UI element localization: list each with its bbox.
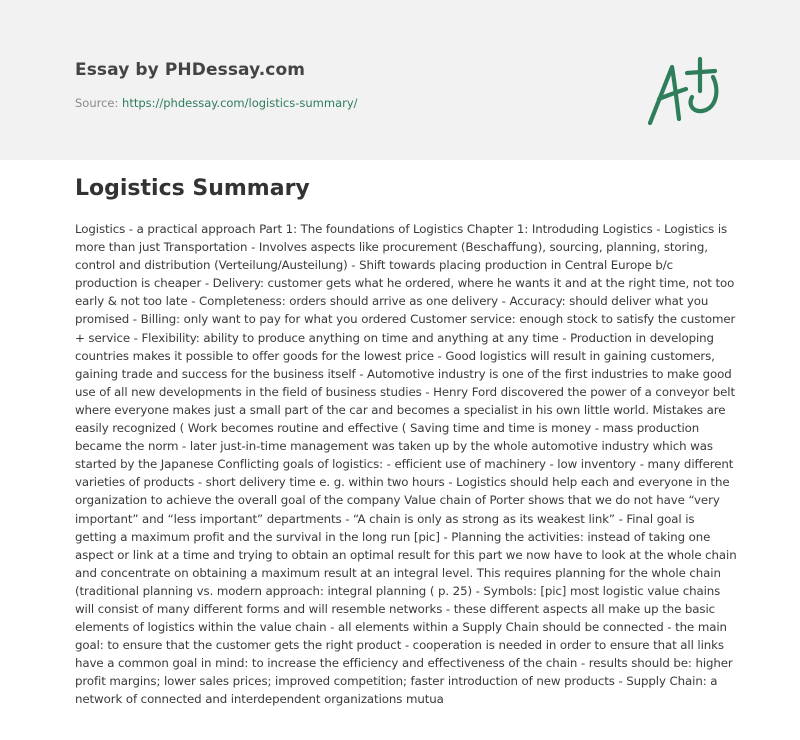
essay-line: have a common goal in mind: to increase the efficiency and effectiveness of the chain - results should be: higher xyxy=(75,656,733,671)
essay-body xyxy=(75,220,737,709)
a-plus-grade-icon xyxy=(630,45,730,135)
essay-line: promised - Billing: only want to pay for what you ordered Customer service: enough stock to satisfy the customer xyxy=(75,312,736,327)
document-title: Logistics Summary xyxy=(75,176,310,201)
essay-line: production is cheaper - Delivery: customer gets what he ordered, where he wants it and at the right time, not too xyxy=(75,276,735,291)
essay-line: control and distribution (Verteilung/Austeilung) - Shift towards placing production in Central Europe b/c xyxy=(75,258,673,273)
essay-line: aspect or link at a time and trying to obtain an optimal result for this part we now have to look at the whole chain xyxy=(75,547,737,562)
essay-line: (traditional planning vs. modern approach: integral planning ( p. 25) - Symbols: [pic] most logistic value chains xyxy=(75,583,721,598)
essay-line: countries makes it possible to offer goods for the lowest price - Good logistics will result in gaining customers, xyxy=(75,348,715,363)
source-line xyxy=(75,96,358,110)
essay-line: organization to achieve the overall goal of the company Value chain of Porter shows that we do not have “very xyxy=(75,493,720,508)
essay-line: gaining trade and success for the business itself - Automotive industry is one of the first industries to make good xyxy=(75,366,732,381)
essay-line: and concentrate on obtaining a maximum result at an integral level. This requires planning for the whole chain xyxy=(75,565,721,580)
essay-line: started by the Japanese Conflicting goals of logistics: - efficient use of machinery - low inventory - many different xyxy=(75,457,734,472)
essay-line: will consist of many different forms and will resemble networks - these different aspects all make up the basic xyxy=(75,601,716,616)
essay-line: profit margins; lower sales prices; improved competition; faster introduction of new products - Supply Chain: a xyxy=(75,674,718,689)
essay-line: + service - Flexibility: ability to produce anything on time and anything at any time - Production in developing xyxy=(75,330,714,345)
site-title: Essay by PHDessay.com xyxy=(75,60,306,80)
essay-line: where everyone makes just a small part of the car and becomes a specialist in his own little world. Mistakes are xyxy=(75,402,726,417)
essay-line: more than just Transportation - Involves aspects like procurement (Beschaffung), sourcing, planning, storing, xyxy=(75,240,708,255)
essay-line: important” and “less important” departments - “A chain is only as strong as its weakest link” - Final goal is xyxy=(75,511,695,526)
essay-line: easily recognized ( Work becomes routine and effective ( Saving time and time is money - mass production xyxy=(75,421,700,436)
source-link[interactable]: https://phdessay.com/logistics-summary/ xyxy=(122,96,358,110)
a-plus-logo-svg xyxy=(630,45,730,135)
essay-line: getting a maximum profit and the survival in the long run [pic] - Planning the activities: instead of taking one xyxy=(75,529,711,544)
essay-line: Logistics - a practical approach Part 1: The foundations of Logistics Chapter 1: Introduding Logistics - Logistics is xyxy=(75,222,728,236)
essay-line: goal: to ensure that the customer gets the right product - cooperation is needed in order to ensure that all links xyxy=(75,638,724,653)
essay-line: network of connected and interdependent organizations mutua xyxy=(75,692,444,707)
source-label: Source: xyxy=(75,96,123,110)
essay-line: use of all new developments in the field of business studies - Henry Ford discovered the power of a conveyor belt xyxy=(75,384,735,399)
essay-line: varieties of products - short delivery time e. g. within two hours - Logistics should help each and everyone in the xyxy=(75,475,730,490)
essay-line: early & not too late - Completeness: orders should arrive as one delivery - Accuracy: should deliver what you xyxy=(75,294,709,309)
essay-line: elements of logistics within the value chain - all elements within a Supply Chain should be connected - the main xyxy=(75,620,727,635)
essay-line: became the norm - later just-in-time management was taken up by the whole automotive industry which was xyxy=(75,439,713,454)
